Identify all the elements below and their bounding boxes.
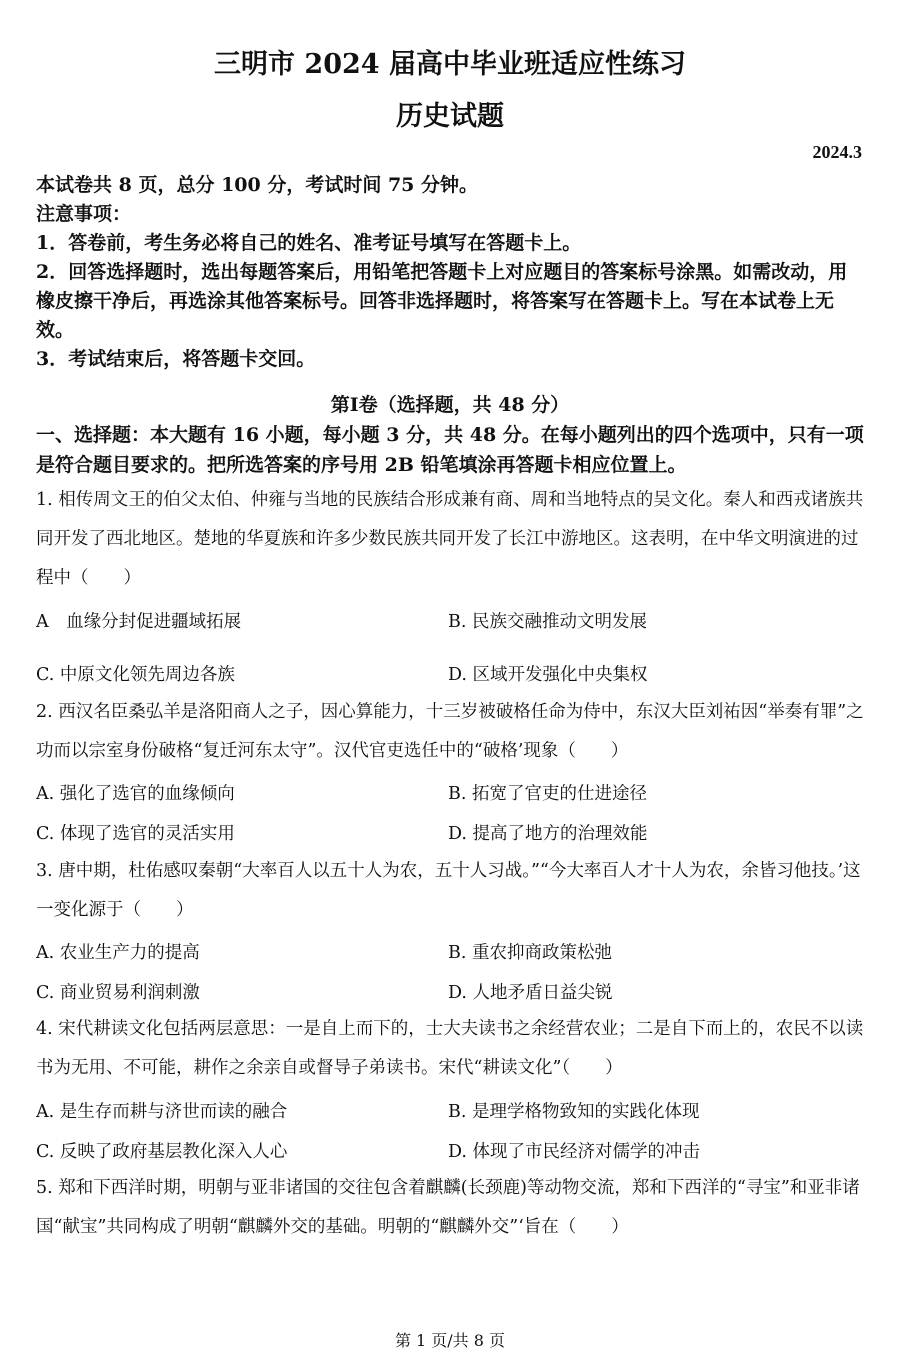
- question-3-options-row-2: [36, 979, 864, 1009]
- section-instructions: 一、选择题：本大题有 16 小题，每小题 3 分，共 48 分。在每小题列出的四个选项中，只有一项是符合题目要求的。把所选答案的序号用 2B 铅笔填涂再答题卡相应位置上。: [36, 424, 864, 476]
- notice-block: [36, 171, 864, 374]
- question-2-option-a: A. 强化了选官的血缘倾向: [36, 784, 235, 804]
- question-3-options-row-1: [36, 939, 864, 969]
- exam-title: 三明市 2024 届高中毕业班适应性练习: [214, 49, 686, 80]
- notice-item-1: 1．答卷前，考生务必将自己的姓名、准考证号填写在答题卡上。: [36, 232, 582, 254]
- question-1-options-row-1: [36, 608, 864, 638]
- notice-intro: 本试卷共 8 页，总分 100 分，考试时间 75 分钟。: [36, 174, 479, 196]
- question-4-option-a: A. 是生存而耕与济世而读的融合: [36, 1102, 288, 1122]
- notice-item-2: 2．回答选择题时，选出每题答案后，用铅笔把答题卡上对应题目的答案标号涂黑。如需改动，用橡皮擦干净后，再选涂其他答案标号。回答非选择题时，将答案写在答题卡上。写在本试卷上无效。: [36, 261, 848, 341]
- question-4-options-row-1: [36, 1098, 864, 1128]
- question-1-option-c: C. 中原文化领先周边各族: [36, 665, 235, 685]
- question-2-option-c: C. 体现了选官的灵活实用: [36, 824, 235, 844]
- question-4-option-c: C. 反映了政府基层教化深入人心: [36, 1142, 288, 1162]
- question-1-option-a: A 血缘分封促进疆域拓展: [36, 612, 242, 632]
- exam-date: 2024.3: [812, 142, 862, 162]
- question-4-option-b: B. 是理学格物致知的实践化体现: [448, 1102, 700, 1122]
- question-3-option-c: C. 商业贸易利润刺激: [36, 983, 200, 1003]
- question-3-option-a: A. 农业生产力的提高: [36, 943, 200, 963]
- question-2-options-row-2: [36, 820, 864, 850]
- notice-heading: 注意事项：: [36, 203, 132, 225]
- question-2-option-d: D. 提高了地方的治理效能: [448, 824, 648, 844]
- question-4-stem: 4. 宋代耕读文化包括两层意思：一是自上而下的，士大夫读书之余经营农业；二是自下而上的，农民不以读书为无用、不可能，耕作之余亲自或督导子弟读书。宋代“耕读文化”（ ）: [36, 1019, 864, 1078]
- exam-subject: 历史试题: [396, 101, 504, 132]
- question-1-options-row-2: [36, 661, 864, 691]
- question-1-option-b: B. 民族交融推动文明发展: [448, 612, 647, 632]
- question-3-option-b: B. 重农抑商政策松弛: [448, 943, 612, 963]
- question-4-option-d: D. 体现了市民经济对儒学的冲击: [448, 1142, 701, 1162]
- question-3-stem: 3. 唐中期，杜佑感叹秦朝“大率百人以五十人为农，五十人习战。”“今大率百人才十人为农，余皆习他技。’这一变化源于（ ）: [36, 861, 861, 920]
- question-2-stem: 2. 西汉名臣桑弘羊是洛阳商人之子，因心算能力，十三岁被破格任命为侍中，东汉大臣刘祐因“举奏有罪”之功而以宗室身份破格“复迁河东太守”。汉代官吏选任中的“破格’现象（ ）: [36, 702, 864, 761]
- question-1-stem: 1. 相传周文王的伯父太伯、仲雍与当地的民族结合形成兼有商、周和当地特点的吴文化。秦人和西戎诸族共同开发了西北地区。楚地的华夏族和许多少数民族共同开发了长江中游地区。这表明，在中华文明演进的过程中（ ）: [36, 490, 864, 588]
- question-5-stem: 5. 郑和下西洋时期，明朝与亚非诸国的交往包含着麒麟(长颈鹿)等动物交流，郑和下西洋的“寻宝”和亚非诸国“献宝”共同构成了明朝“麒麟外交的基础。明朝的“麒麟外交”‘旨在（ ）: [36, 1178, 860, 1237]
- question-3-option-d: D. 人地矛盾日益尖锐: [448, 983, 613, 1003]
- question-2-option-b: B. 拓宽了官吏的仕进途径: [448, 784, 647, 804]
- section-title: 第Ⅰ卷（选择题，共 48 分）: [330, 394, 570, 416]
- question-1-option-d: D. 区域开发强化中央集权: [448, 665, 648, 685]
- page-footer: 第 1 页/共 8 页: [394, 1331, 506, 1350]
- question-2-options-row-1: [36, 780, 864, 810]
- notice-item-3: 3．考试结束后，将答题卡交回。: [36, 348, 316, 370]
- question-4-options-row-2: [36, 1138, 864, 1168]
